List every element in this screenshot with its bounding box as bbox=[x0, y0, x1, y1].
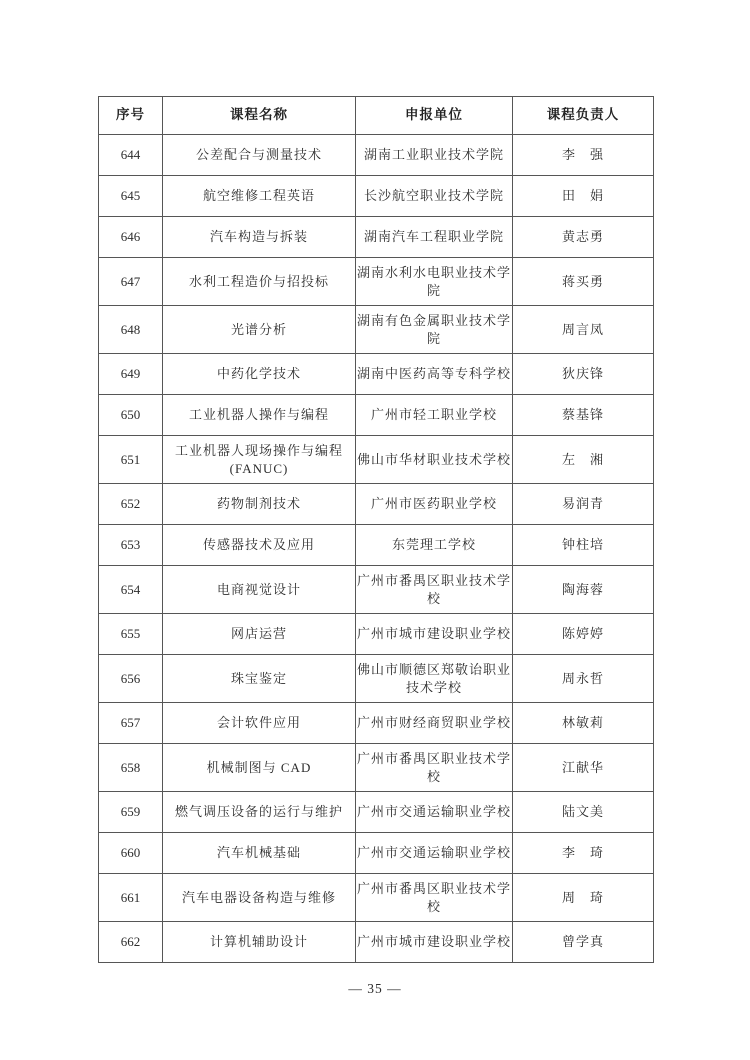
column-header-applicant-unit: 申报单位 bbox=[356, 97, 513, 135]
cell-course-leader: 周言凤 bbox=[513, 306, 654, 354]
cell-course-name: 中药化学技术 bbox=[163, 354, 356, 395]
page-number: — 35 — bbox=[348, 981, 402, 996]
cell-serial-number: 660 bbox=[99, 833, 163, 874]
cell-serial-number: 644 bbox=[99, 135, 163, 176]
cell-applicant-unit: 广州市医药职业学校 bbox=[356, 484, 513, 525]
cell-course-name: 公差配合与测量技术 bbox=[163, 135, 356, 176]
table-row bbox=[99, 655, 654, 703]
cell-applicant-unit: 广州市番禺区职业技术学校 bbox=[356, 874, 513, 922]
cell-serial-number: 653 bbox=[99, 525, 163, 566]
table-row bbox=[99, 614, 654, 655]
cell-course-name: 汽车构造与拆装 bbox=[163, 217, 356, 258]
cell-serial-number: 646 bbox=[99, 217, 163, 258]
cell-applicant-unit: 广州市番禺区职业技术学校 bbox=[356, 566, 513, 614]
cell-applicant-unit: 广州市城市建设职业学校 bbox=[356, 614, 513, 655]
cell-course-name: 光谱分析 bbox=[163, 306, 356, 354]
cell-serial-number: 645 bbox=[99, 176, 163, 217]
cell-course-leader: 黄志勇 bbox=[513, 217, 654, 258]
table-row bbox=[99, 525, 654, 566]
table-row bbox=[99, 833, 654, 874]
cell-course-name: 水利工程造价与招投标 bbox=[163, 258, 356, 306]
cell-serial-number: 651 bbox=[99, 436, 163, 484]
cell-course-leader: 蒋买勇 bbox=[513, 258, 654, 306]
cell-course-name: 航空维修工程英语 bbox=[163, 176, 356, 217]
table-row bbox=[99, 395, 654, 436]
cell-serial-number: 649 bbox=[99, 354, 163, 395]
table-row bbox=[99, 176, 654, 217]
column-header-course-leader: 课程负责人 bbox=[513, 97, 654, 135]
cell-serial-number: 657 bbox=[99, 703, 163, 744]
cell-course-leader: 江献华 bbox=[513, 744, 654, 792]
cell-serial-number: 655 bbox=[99, 614, 163, 655]
table-row bbox=[99, 135, 654, 176]
cell-course-leader: 蔡基锋 bbox=[513, 395, 654, 436]
cell-serial-number: 659 bbox=[99, 792, 163, 833]
table-header-row bbox=[99, 97, 654, 135]
table-row bbox=[99, 566, 654, 614]
course-table bbox=[98, 96, 654, 963]
table-row bbox=[99, 874, 654, 922]
cell-course-name: 传感器技术及应用 bbox=[163, 525, 356, 566]
cell-applicant-unit: 东莞理工学校 bbox=[356, 525, 513, 566]
cell-serial-number: 656 bbox=[99, 655, 163, 703]
table-row bbox=[99, 436, 654, 484]
cell-applicant-unit: 湖南中医药高等专科学校 bbox=[356, 354, 513, 395]
cell-course-name: 汽车电器设备构造与维修 bbox=[163, 874, 356, 922]
cell-serial-number: 652 bbox=[99, 484, 163, 525]
cell-serial-number: 650 bbox=[99, 395, 163, 436]
cell-course-name: 机械制图与 CAD bbox=[163, 744, 356, 792]
cell-course-name: 网店运营 bbox=[163, 614, 356, 655]
cell-course-leader: 田 娟 bbox=[513, 176, 654, 217]
cell-applicant-unit: 佛山市顺德区郑敬诒职业技术学校 bbox=[356, 655, 513, 703]
cell-course-name: 会计软件应用 bbox=[163, 703, 356, 744]
cell-applicant-unit: 广州市轻工职业学校 bbox=[356, 395, 513, 436]
cell-applicant-unit: 广州市城市建设职业学校 bbox=[356, 922, 513, 963]
cell-course-name: 电商视觉设计 bbox=[163, 566, 356, 614]
cell-course-name: 工业机器人操作与编程 bbox=[163, 395, 356, 436]
cell-course-leader: 易润青 bbox=[513, 484, 654, 525]
cell-applicant-unit: 长沙航空职业技术学院 bbox=[356, 176, 513, 217]
cell-course-leader: 钟柱培 bbox=[513, 525, 654, 566]
table-row bbox=[99, 217, 654, 258]
table-row bbox=[99, 484, 654, 525]
cell-course-name: 药物制剂技术 bbox=[163, 484, 356, 525]
cell-applicant-unit: 湖南有色金属职业技术学院 bbox=[356, 306, 513, 354]
cell-course-leader: 陶海蓉 bbox=[513, 566, 654, 614]
table-row bbox=[99, 258, 654, 306]
cell-course-leader: 周永哲 bbox=[513, 655, 654, 703]
cell-course-leader: 林敏莉 bbox=[513, 703, 654, 744]
cell-course-leader: 曾学真 bbox=[513, 922, 654, 963]
cell-serial-number: 662 bbox=[99, 922, 163, 963]
table-row bbox=[99, 792, 654, 833]
cell-applicant-unit: 广州市交通运输职业学校 bbox=[356, 833, 513, 874]
cell-course-name: 计算机辅助设计 bbox=[163, 922, 356, 963]
column-header-serial-number: 序号 bbox=[99, 97, 163, 135]
cell-course-name: 燃气调压设备的运行与维护 bbox=[163, 792, 356, 833]
cell-course-leader: 李 强 bbox=[513, 135, 654, 176]
cell-serial-number: 647 bbox=[99, 258, 163, 306]
cell-course-leader: 周 琦 bbox=[513, 874, 654, 922]
cell-course-leader: 狄庆锋 bbox=[513, 354, 654, 395]
table-body bbox=[99, 135, 654, 963]
document-page bbox=[98, 96, 654, 963]
cell-course-name: 汽车机械基础 bbox=[163, 833, 356, 874]
cell-serial-number: 658 bbox=[99, 744, 163, 792]
cell-applicant-unit: 广州市交通运输职业学校 bbox=[356, 792, 513, 833]
table-row bbox=[99, 703, 654, 744]
cell-applicant-unit: 佛山市华材职业技术学校 bbox=[356, 436, 513, 484]
table-row bbox=[99, 306, 654, 354]
cell-serial-number: 654 bbox=[99, 566, 163, 614]
cell-course-name: 工业机器人现场操作与编程(FANUC) bbox=[163, 436, 356, 484]
table-row bbox=[99, 354, 654, 395]
cell-serial-number: 648 bbox=[99, 306, 163, 354]
cell-course-leader: 陈婷婷 bbox=[513, 614, 654, 655]
column-header-course-name: 课程名称 bbox=[163, 97, 356, 135]
cell-applicant-unit: 广州市番禺区职业技术学校 bbox=[356, 744, 513, 792]
cell-applicant-unit: 湖南汽车工程职业学院 bbox=[356, 217, 513, 258]
cell-applicant-unit: 广州市财经商贸职业学校 bbox=[356, 703, 513, 744]
cell-serial-number: 661 bbox=[99, 874, 163, 922]
cell-course-leader: 李 琦 bbox=[513, 833, 654, 874]
cell-course-leader: 陆文美 bbox=[513, 792, 654, 833]
cell-applicant-unit: 湖南水利水电职业技术学院 bbox=[356, 258, 513, 306]
cell-course-name: 珠宝鉴定 bbox=[163, 655, 356, 703]
table-row bbox=[99, 922, 654, 963]
table-row bbox=[99, 744, 654, 792]
cell-applicant-unit: 湖南工业职业技术学院 bbox=[356, 135, 513, 176]
cell-course-leader: 左 湘 bbox=[513, 436, 654, 484]
